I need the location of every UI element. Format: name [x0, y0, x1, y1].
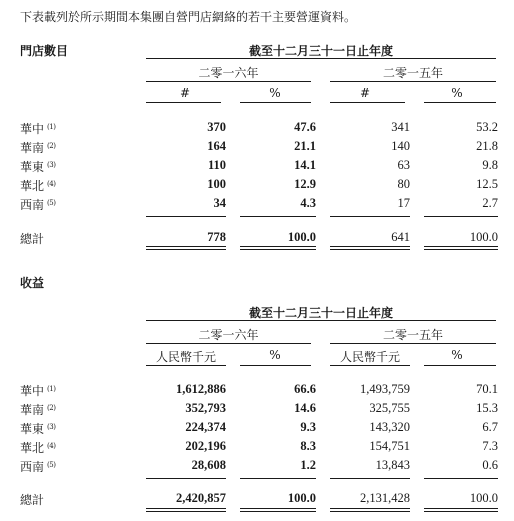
period-header: 截至十二月三十一日止年度 [248, 306, 393, 320]
cell-value: 15.3 [476, 401, 498, 415]
cell-value: 80 [397, 177, 410, 191]
divider [330, 102, 405, 103]
column-header: 人民幣千元 [339, 350, 400, 364]
column-header: # [179, 86, 191, 100]
divider [146, 58, 496, 59]
region-label: 華中 $^{(1)}$ [20, 384, 56, 398]
cell-value: 12.5 [476, 177, 498, 191]
column-header: % [451, 86, 463, 100]
cell-value: 341 [391, 120, 410, 134]
divider [330, 81, 496, 82]
divider [330, 478, 410, 479]
cell-value: 12.9 [294, 177, 316, 191]
region-label: 華北 $^{(4)}$ [20, 179, 56, 193]
divider [240, 102, 311, 103]
region-label: 華東 $^{(3)}$ [20, 422, 56, 436]
cell-value: 9.3 [300, 420, 316, 434]
total-value: 641 [391, 230, 410, 244]
divider [424, 365, 496, 366]
cell-value: 47.6 [294, 120, 316, 134]
region-label: 華北 $^{(4)}$ [20, 441, 56, 455]
section-title-revenue: 收益 [20, 276, 45, 290]
divider [240, 478, 316, 479]
divider [424, 102, 496, 103]
cell-value: 140 [391, 139, 410, 153]
cell-value: 352,793 [185, 401, 226, 415]
double-rule [240, 508, 316, 512]
cell-value: 2.7 [482, 196, 498, 210]
cell-value: 66.6 [294, 382, 316, 396]
cell-value: 100 [207, 177, 226, 191]
cell-value: 70.1 [476, 382, 498, 396]
intro-text: 下表載列於所示期間本集團自營門店網絡的若干主要營運資料。 [20, 10, 357, 24]
total-value: 100.0 [469, 491, 498, 505]
cell-value: 14.1 [294, 158, 316, 172]
divider [146, 343, 311, 344]
region-label: 華東 $^{(3)}$ [20, 160, 56, 174]
region-label: 華南 $^{(2)}$ [20, 141, 56, 155]
divider [330, 365, 410, 366]
cell-value: 7.3 [482, 439, 498, 453]
total-value: 778 [207, 230, 226, 244]
cell-value: 0.6 [482, 458, 498, 472]
cell-value: 28,608 [191, 458, 226, 472]
divider [146, 365, 226, 366]
column-header: 人民幣千元 [155, 350, 216, 364]
cell-value: 9.8 [482, 158, 498, 172]
column-header: # [359, 86, 371, 100]
divider [424, 216, 498, 217]
section-title-store-count: 門店數目 [20, 44, 69, 58]
double-rule [424, 508, 498, 512]
cell-value: 370 [207, 120, 226, 134]
column-header: % [269, 348, 281, 362]
cell-value: 21.8 [476, 139, 498, 153]
cell-value: 34 [213, 196, 226, 210]
cell-value: 17 [397, 196, 410, 210]
divider [240, 365, 311, 366]
cell-value: 202,196 [185, 439, 226, 453]
total-label: 總計 [20, 232, 45, 246]
divider [424, 478, 498, 479]
period-header: 截至十二月三十一日止年度 [248, 44, 393, 58]
cell-value: 325,755 [369, 401, 410, 415]
divider [330, 343, 496, 344]
cell-value: 4.3 [300, 196, 316, 210]
cell-value: 13,843 [375, 458, 410, 472]
cell-value: 224,374 [185, 420, 226, 434]
total-label: 總計 [20, 493, 45, 507]
cell-value: 1,612,886 [176, 382, 226, 396]
cell-value: 14.6 [294, 401, 316, 415]
column-header: % [451, 348, 463, 362]
divider [146, 478, 226, 479]
cell-value: 1,493,759 [360, 382, 410, 396]
double-rule [146, 246, 226, 250]
cell-value: 164 [207, 139, 226, 153]
double-rule [240, 246, 316, 250]
cell-value: 21.1 [294, 139, 316, 153]
cell-value: 53.2 [476, 120, 498, 134]
year-header-2016: 二零一六年 [198, 66, 259, 80]
double-rule [330, 508, 410, 512]
divider [146, 320, 496, 321]
column-header: % [269, 86, 281, 100]
cell-value: 63 [397, 158, 410, 172]
divider [146, 81, 311, 82]
double-rule [330, 246, 410, 250]
divider [146, 216, 226, 217]
region-label: 華中 $^{(1)}$ [20, 122, 56, 136]
cell-value: 110 [207, 158, 226, 172]
cell-value: 154,751 [369, 439, 410, 453]
cell-value: 1.2 [300, 458, 316, 472]
region-label: 西南 $^{(5)}$ [20, 460, 56, 474]
region-label: 華南 $^{(2)}$ [20, 403, 56, 417]
cell-value: 143,320 [369, 420, 410, 434]
total-value: 100.0 [287, 491, 316, 505]
total-value: 2,420,857 [176, 491, 226, 505]
total-value: 100.0 [287, 230, 316, 244]
cell-value: 6.7 [482, 420, 498, 434]
total-value: 2,131,428 [360, 491, 410, 505]
divider [146, 102, 221, 103]
divider [240, 216, 316, 217]
total-value: 100.0 [469, 230, 498, 244]
year-header-2016: 二零一六年 [198, 328, 259, 342]
year-header-2015: 二零一五年 [382, 328, 443, 342]
double-rule [424, 246, 498, 250]
region-label: 西南 $^{(5)}$ [20, 198, 56, 212]
year-header-2015: 二零一五年 [382, 66, 443, 80]
double-rule [146, 508, 226, 512]
divider [330, 216, 410, 217]
cell-value: 8.3 [300, 439, 316, 453]
